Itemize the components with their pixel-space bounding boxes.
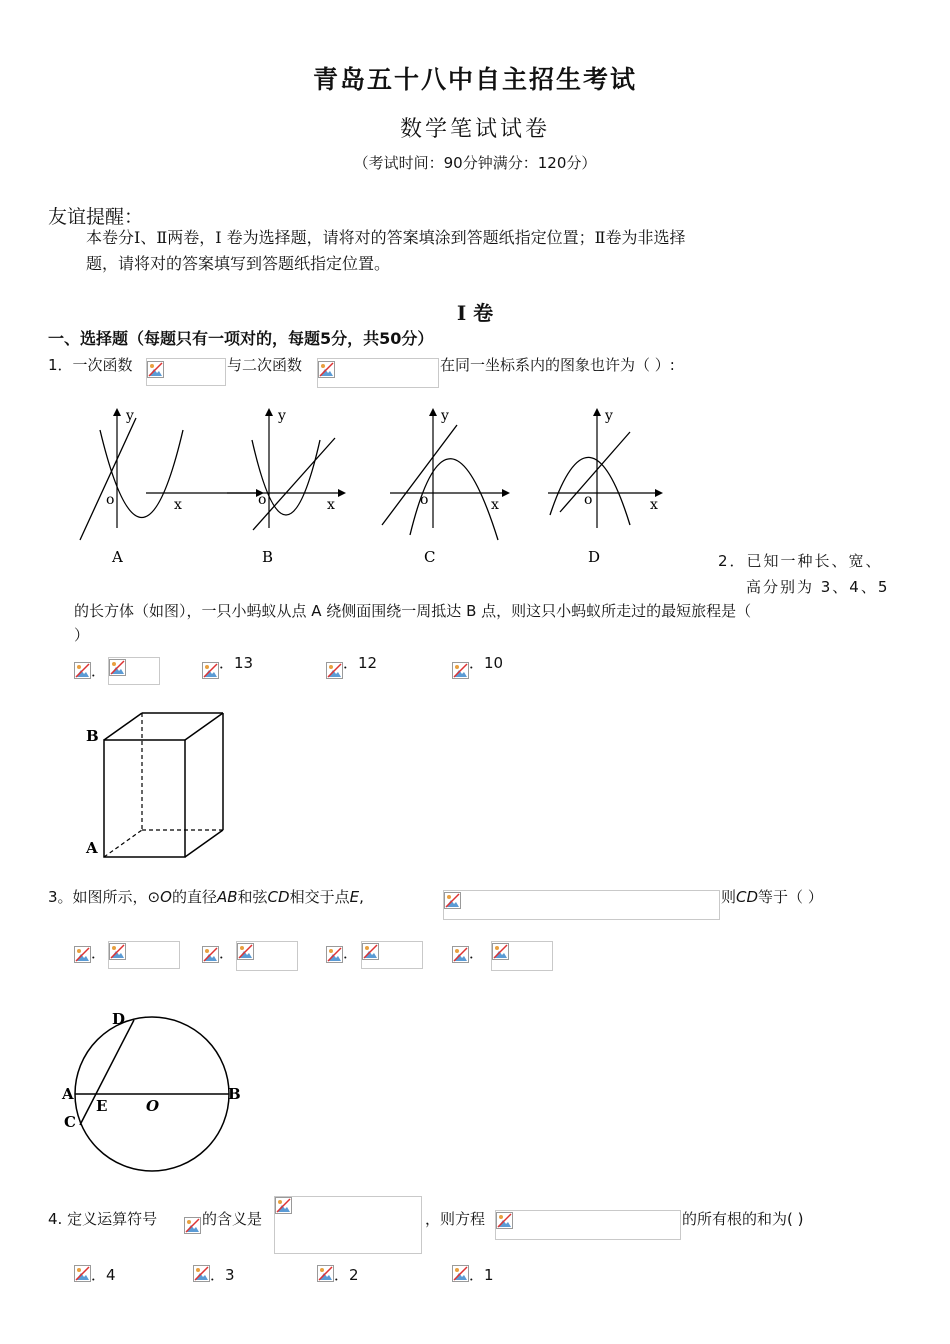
graph-c-x-label: x [491, 497, 499, 513]
graph-b-origin: o [258, 492, 267, 508]
q3-option-a: ． [91, 944, 107, 962]
graph-c-y-label: y [441, 408, 449, 424]
graph-b-y-label: y [278, 408, 286, 424]
section-heading: 一、选择题（每题只有一项对的，每题5分，共50分） [48, 329, 434, 348]
q3-then: 则 [721, 888, 737, 906]
q3-t2: 和弦 [237, 888, 268, 906]
q1-prefix: 1．一次函数 [48, 356, 133, 374]
q4-option-a: ．4 [91, 1266, 116, 1284]
q4-mid: 的含义是 [202, 1210, 263, 1228]
q2-option-b: ．13 [219, 654, 254, 672]
q4-equation-formula [495, 1210, 681, 1240]
broken-image-icon [492, 943, 509, 960]
cuboid-label-b: B [86, 727, 99, 745]
option-d-icon [452, 662, 469, 679]
graph-b-label: B [262, 548, 274, 566]
broken-image-icon [318, 361, 335, 378]
option-a-icon [74, 1265, 91, 1282]
graph-c-origin: o [420, 492, 429, 508]
q3-text [48, 886, 364, 907]
q2-line-1: 2．已知一种长、宽、 [718, 552, 883, 570]
graph-a-y-label: y [126, 408, 134, 424]
graph-d-label: D [588, 548, 601, 566]
q3-option-c: ． [343, 944, 359, 962]
circle-label-a: A [62, 1085, 74, 1103]
q3-suffix-text [721, 886, 823, 907]
q3-suffix: 等于（ ） [758, 888, 823, 906]
circle-label-d: D [112, 1010, 126, 1028]
q3-t1: 的直径 [171, 888, 217, 906]
q3-t3: 相交于点 [289, 888, 350, 906]
option-d-icon [452, 1265, 469, 1282]
circle-figure [58, 1005, 258, 1180]
option-a-icon [74, 662, 91, 679]
broken-image-icon [109, 943, 126, 960]
circle-label-o: O [146, 1097, 160, 1115]
q2-option-d: ．10 [469, 654, 504, 672]
graph-b [227, 408, 346, 566]
q2-option-a: ． [91, 662, 107, 680]
option-c-icon [326, 946, 343, 963]
q1-formula-2 [317, 358, 439, 388]
option-c-icon [317, 1265, 334, 1282]
q3-ab: AB [216, 888, 238, 906]
option-b-icon [202, 662, 219, 679]
circle-label-e: E [96, 1097, 108, 1115]
q3-formula [443, 890, 720, 920]
q4-definition-formula [274, 1196, 422, 1254]
q4-then: ，则方程 [425, 1210, 486, 1228]
tips-line-2: 题，请将对的答案填写到答题纸指定位置。 [86, 254, 391, 273]
q4-option-c: ．2 [334, 1266, 359, 1284]
option-d-icon [452, 946, 469, 963]
q3-cd: CD [267, 888, 290, 906]
q3-comma: , [359, 888, 364, 906]
tips-line-1: 本卷分Ⅰ、Ⅱ两卷，Ⅰ 卷为选择题，请将对的答案填涂到答题纸指定位置；Ⅱ卷为非选择 [86, 228, 686, 247]
q3-cd2: CD [736, 888, 759, 906]
broken-image-icon [184, 1217, 201, 1234]
tips-heading: 友谊提醒： [48, 206, 144, 228]
q2-line-3: 的长方体（如图），一只小蚂蚁从点 A 绕侧面围绕一周抵达 B 点，则这只小蚂蚁所走过的最短旅程是（ [74, 602, 752, 620]
q2-option-c: ．12 [343, 654, 378, 672]
cuboid-label-a: A [86, 839, 98, 857]
broken-image-icon [109, 659, 126, 676]
q2-line-2: 高分别为 3、4、5 [746, 578, 890, 596]
circle-label-c: C [64, 1113, 76, 1131]
q1-graphs [70, 400, 680, 570]
q1-mid: 与二次函数 [227, 356, 303, 374]
q3-o: O [160, 888, 172, 906]
paper-subtitle: 数学笔试试卷 [399, 117, 550, 142]
cuboid-figure [80, 705, 240, 865]
graph-d-origin: o [584, 492, 593, 508]
exam-info: （考试时间：90分钟满分：120分） [353, 154, 597, 172]
q3-option-b: ． [219, 944, 235, 962]
q1-suffix: 在同一坐标系内的图象也许为（ ）: [440, 356, 675, 374]
option-c-icon [326, 662, 343, 679]
graph-c [382, 408, 510, 566]
broken-image-icon [496, 1212, 513, 1229]
graph-a [80, 408, 267, 566]
graph-a-label: A [112, 548, 123, 566]
circle-label-b: B [228, 1085, 241, 1103]
q4-option-b: ．3 [210, 1266, 235, 1284]
graph-d-y-label: y [605, 408, 613, 424]
q4-prefix: 4. 定义运算符号 [48, 1210, 158, 1228]
broken-image-icon [237, 943, 254, 960]
q4-suffix: 的所有根的和为( ) [682, 1210, 804, 1228]
broken-image-icon [147, 361, 164, 378]
option-a-icon [74, 946, 91, 963]
part-label: Ⅰ 卷 [456, 301, 494, 325]
graph-a-origin: o [106, 492, 115, 508]
option-b-icon [202, 946, 219, 963]
graph-a-x-label: x [174, 497, 182, 513]
broken-image-icon [444, 892, 461, 909]
q3-e: E [349, 888, 360, 906]
q4-option-d: ．1 [469, 1266, 494, 1284]
option-b-icon [193, 1265, 210, 1282]
graph-c-label: C [424, 548, 436, 566]
broken-image-icon [275, 1197, 292, 1214]
q2-line-4: ） [74, 626, 90, 644]
exam-title: 青岛五十八中自主招生考试 [312, 65, 637, 94]
graph-b-x-label: x [327, 497, 335, 513]
graph-d [548, 408, 663, 566]
broken-image-icon [362, 943, 379, 960]
graph-d-x-label: x [650, 497, 658, 513]
q3-prefix: 3。如图所示，⊙ [48, 888, 161, 906]
q3-option-d: ． [469, 944, 485, 962]
